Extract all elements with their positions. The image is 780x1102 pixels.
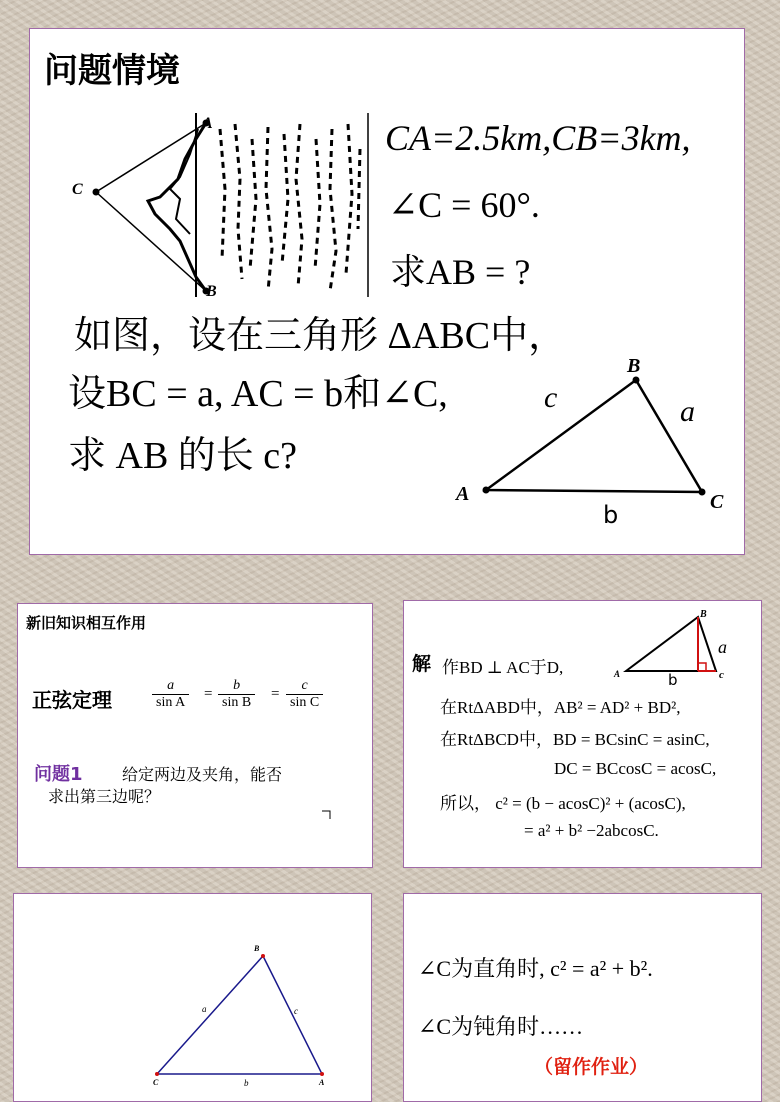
solution-line-6: = a² + b² −2abcosC.: [524, 821, 659, 840]
triangle-vertex-a: A: [456, 483, 470, 505]
map-label-c: C: [72, 181, 83, 198]
body-line-1: 如图，设在三角形 ΔABC中，: [74, 315, 567, 357]
slide-law-of-sines: [17, 603, 373, 868]
question-text-line-1: 给定两边及夹角，能否: [122, 765, 283, 784]
map-label-b: B: [206, 283, 217, 300]
fraction-denominator: sin C: [290, 695, 320, 710]
triangle-abc: [30, 29, 745, 555]
solution-line-3: 在RtΔBCD中，BD = BCsinC = asinC,: [440, 730, 710, 749]
figure-vertex-b: B: [700, 609, 707, 620]
fraction-numerator: b: [218, 678, 255, 695]
triangle-side-c: c: [544, 381, 558, 414]
fraction-c-over-sin-c: [286, 678, 323, 711]
solution-line-5: 所以， c² = (b − acosC)² + (acosC),: [440, 794, 686, 813]
corner-mark: [322, 810, 332, 820]
vertex-b-label: B: [254, 944, 260, 953]
body-line-2: 设BC = a, AC = b和∠C,: [68, 373, 448, 415]
vertex-a-label: A: [319, 1078, 325, 1087]
question-find-ab: 求AB = ?: [390, 252, 531, 292]
slide-title: 新旧知识相互作用: [26, 614, 147, 632]
triangle-side-b: b: [603, 501, 619, 529]
law-of-sines-label: 正弦定理: [32, 688, 112, 712]
question-label: 问题1: [34, 764, 83, 785]
figure-side-b: b: [668, 671, 678, 689]
fraction-numerator: c: [286, 678, 323, 695]
solution-line-1: 作BD ⊥ AC于D,: [442, 658, 564, 677]
figure-vertex-a: A: [614, 669, 621, 679]
fraction-b-over-sin-b: [218, 678, 255, 711]
body-line-3: 求 AB 的长 c?: [68, 435, 298, 477]
blue-triangle: [14, 894, 372, 1102]
figure-side-a: a: [718, 637, 727, 657]
side-a-label: a: [202, 1004, 207, 1014]
triangle-vertex-b: B: [627, 355, 641, 377]
right-angle-case: ∠C为直角时, c² = a² + b².: [418, 956, 653, 981]
equals-sign: =: [204, 686, 213, 702]
figure-vertex-c: c: [719, 669, 724, 681]
obtuse-angle-case: ∠C为钝角时……: [418, 1014, 584, 1039]
homework-note: （留作作业）: [534, 1056, 649, 1078]
fraction-numerator: a: [152, 678, 189, 695]
question-text-line-2: 求出第三边呢？: [48, 787, 161, 806]
side-c-label: c: [294, 1006, 298, 1016]
slide-cases: [403, 893, 762, 1102]
given-angle: ∠C = 60°.: [388, 185, 540, 225]
solution-line-4: DC = BCcosC = acosC,: [554, 759, 717, 778]
fraction-denominator: sin B: [222, 695, 252, 710]
vertex-c-label: C: [153, 1078, 159, 1087]
slide-problem-situation: [29, 28, 745, 555]
slide-triangle-figure: [13, 893, 372, 1102]
side-b-label: b: [244, 1078, 249, 1088]
fraction-a-over-sin-a: [152, 678, 189, 711]
solution-line-2: 在RtΔABD中，AB² = AD² + BD²,: [440, 698, 681, 717]
slide-title: 问题情境: [44, 51, 180, 91]
map-label-a: A: [202, 115, 213, 132]
triangle-side-a: a: [680, 395, 695, 428]
given-distances: CA=2.5km,CB=3km,: [385, 118, 691, 158]
solution-label: 解: [412, 653, 432, 675]
equals-sign: =: [271, 686, 280, 702]
triangle-vertex-c: C: [710, 491, 724, 513]
slide-solution: [403, 600, 762, 868]
fraction-denominator: sin A: [156, 695, 186, 710]
